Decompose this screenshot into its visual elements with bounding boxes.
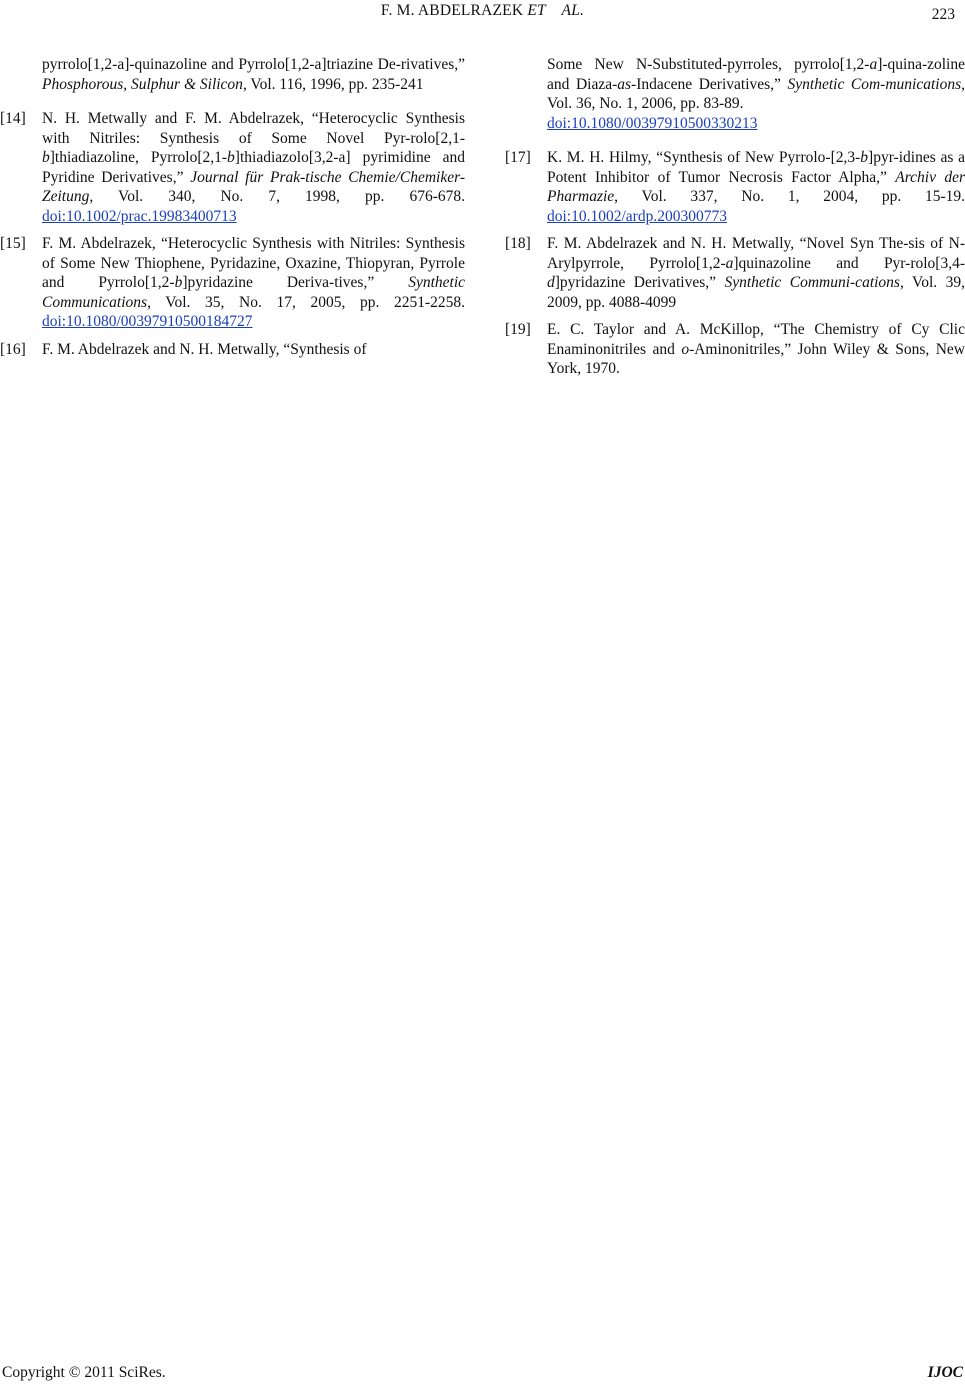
journal-title: Journal für Prak-tische Chemie/Chemiker-Zeitung xyxy=(42,168,465,205)
journal-abbreviation: IJOC xyxy=(927,1364,963,1381)
reference-16 xyxy=(0,340,465,360)
reference-text: K. M. H. Hilmy, “Synthesis of New Pyrrolo-[2,3-b]pyr-idines as a Potent Inhibitor of Tumor Necrosis Factor Alpha,” Archiv der Pharmazie, Vol. 337, No. 1, 2004, pp. 15-19. doi:10.1002/ardp.200300773 xyxy=(547,149,965,225)
reference-number: [19] xyxy=(505,321,531,338)
copyright-notice: Copyright © 2011 SciRes. xyxy=(2,1364,166,1381)
reference-number: [17] xyxy=(505,149,531,166)
left-column xyxy=(0,55,465,367)
reference-number: [18] xyxy=(505,235,531,252)
page-number: 223 xyxy=(931,6,955,23)
header-author: F. M. ABDELRAZEK xyxy=(380,2,524,19)
reference-19 xyxy=(505,320,965,379)
reference-continuation: Some New N-Substituted-pyrroles, pyrrolo[1,2-a]-quina-zoline and Diaza-as-Indacene Derivatives,” Synthetic Com-munications, Vol. 36, No. 1, 2006, pp. 83-89. doi:10.1080/00397910500330213 xyxy=(547,56,965,132)
reference-number: [14] xyxy=(0,110,26,127)
reference-text: F. M. Abdelrazek and N. H. Metwally, “Novel Syn The-sis of N-Arylpyrrole, Pyrrolo[1,2-a]quinazoline and Pyr-rolo[3,4-d]pyridazine Derivatives,” Synthetic Communi-cations, Vol. 39, 2009, pp. 4088-4099 xyxy=(547,235,965,311)
journal-title: Synthetic Communications xyxy=(42,274,466,311)
reference-text: F. M. Abdelrazek, “Heterocyclic Synthesis with Nitriles: Synthesis of Some New Thiophene, Pyridazine, Oxazine, Thiopyran, Pyrrole and Pyrrolo[1,2-b]pyridazine Deriva-tives,” Synthetic Communications, Vol. 35, No. 17, 2005, pp. 2251-2258. doi:10.1080/00397910500184727 xyxy=(42,235,466,330)
header-etal: ET AL. xyxy=(527,2,585,19)
reference-17 xyxy=(505,148,965,226)
reference-18 xyxy=(505,234,965,312)
reference-text: E. C. Taylor and A. McKillop, “The Chemistry of Cy Clic Enaminonitriles and o-Aminonitriles,” John Wiley & Sons, New York, 1970. xyxy=(547,321,965,377)
journal-title: Archiv der Pharmazie xyxy=(547,168,965,205)
doi-link[interactable]: doi:10.1080/00397910500184727 xyxy=(42,313,253,330)
doi-link[interactable]: doi:10.1080/00397910500330213 xyxy=(547,114,758,132)
running-header xyxy=(0,2,965,20)
reference-text: F. M. Abdelrazek and N. H. Metwally, “Synthesis of xyxy=(42,340,367,358)
reference-text: N. H. Metwally and F. M. Abdelrazek, “Heterocyclic Synthesis with Nitriles: Synthesis of Some Novel Pyr-rolo[2,1-b]thiadiazoline, Pyrrolo[2,1-b]thiadiazolo[3,2-a] pyrimidine and Pyridine Derivatives,” Journal für Prak-tische Chemie/Chemiker-Zeitung, Vol. 340, No. 7, 1998, pp. 676-678. doi:10.1002/prac.19983400713 xyxy=(42,110,465,225)
journal-title: Synthetic Com-munications xyxy=(787,75,962,93)
journal-title: Synthetic Communi-cations xyxy=(724,274,900,291)
reference-15 xyxy=(0,234,465,332)
reference-number: [16] xyxy=(0,340,26,358)
reference-14 xyxy=(0,109,465,226)
journal-title: Phosphorous, Sulphur & Silicon xyxy=(42,75,243,93)
right-column xyxy=(505,55,965,387)
doi-link[interactable]: doi:10.1002/prac.19983400713 xyxy=(42,207,237,225)
reference-continuation: pyrrolo[1,2-a]-quinazoline and Pyrrolo[1,2-a]triazine De-rivatives,” Phosphorous, Sulphur & Silicon, Vol. 116, 1996, pp. 235-241 xyxy=(42,56,465,93)
reference-number: [15] xyxy=(0,235,26,252)
doi-link[interactable]: doi:10.1002/ardp.200300773 xyxy=(547,207,727,225)
